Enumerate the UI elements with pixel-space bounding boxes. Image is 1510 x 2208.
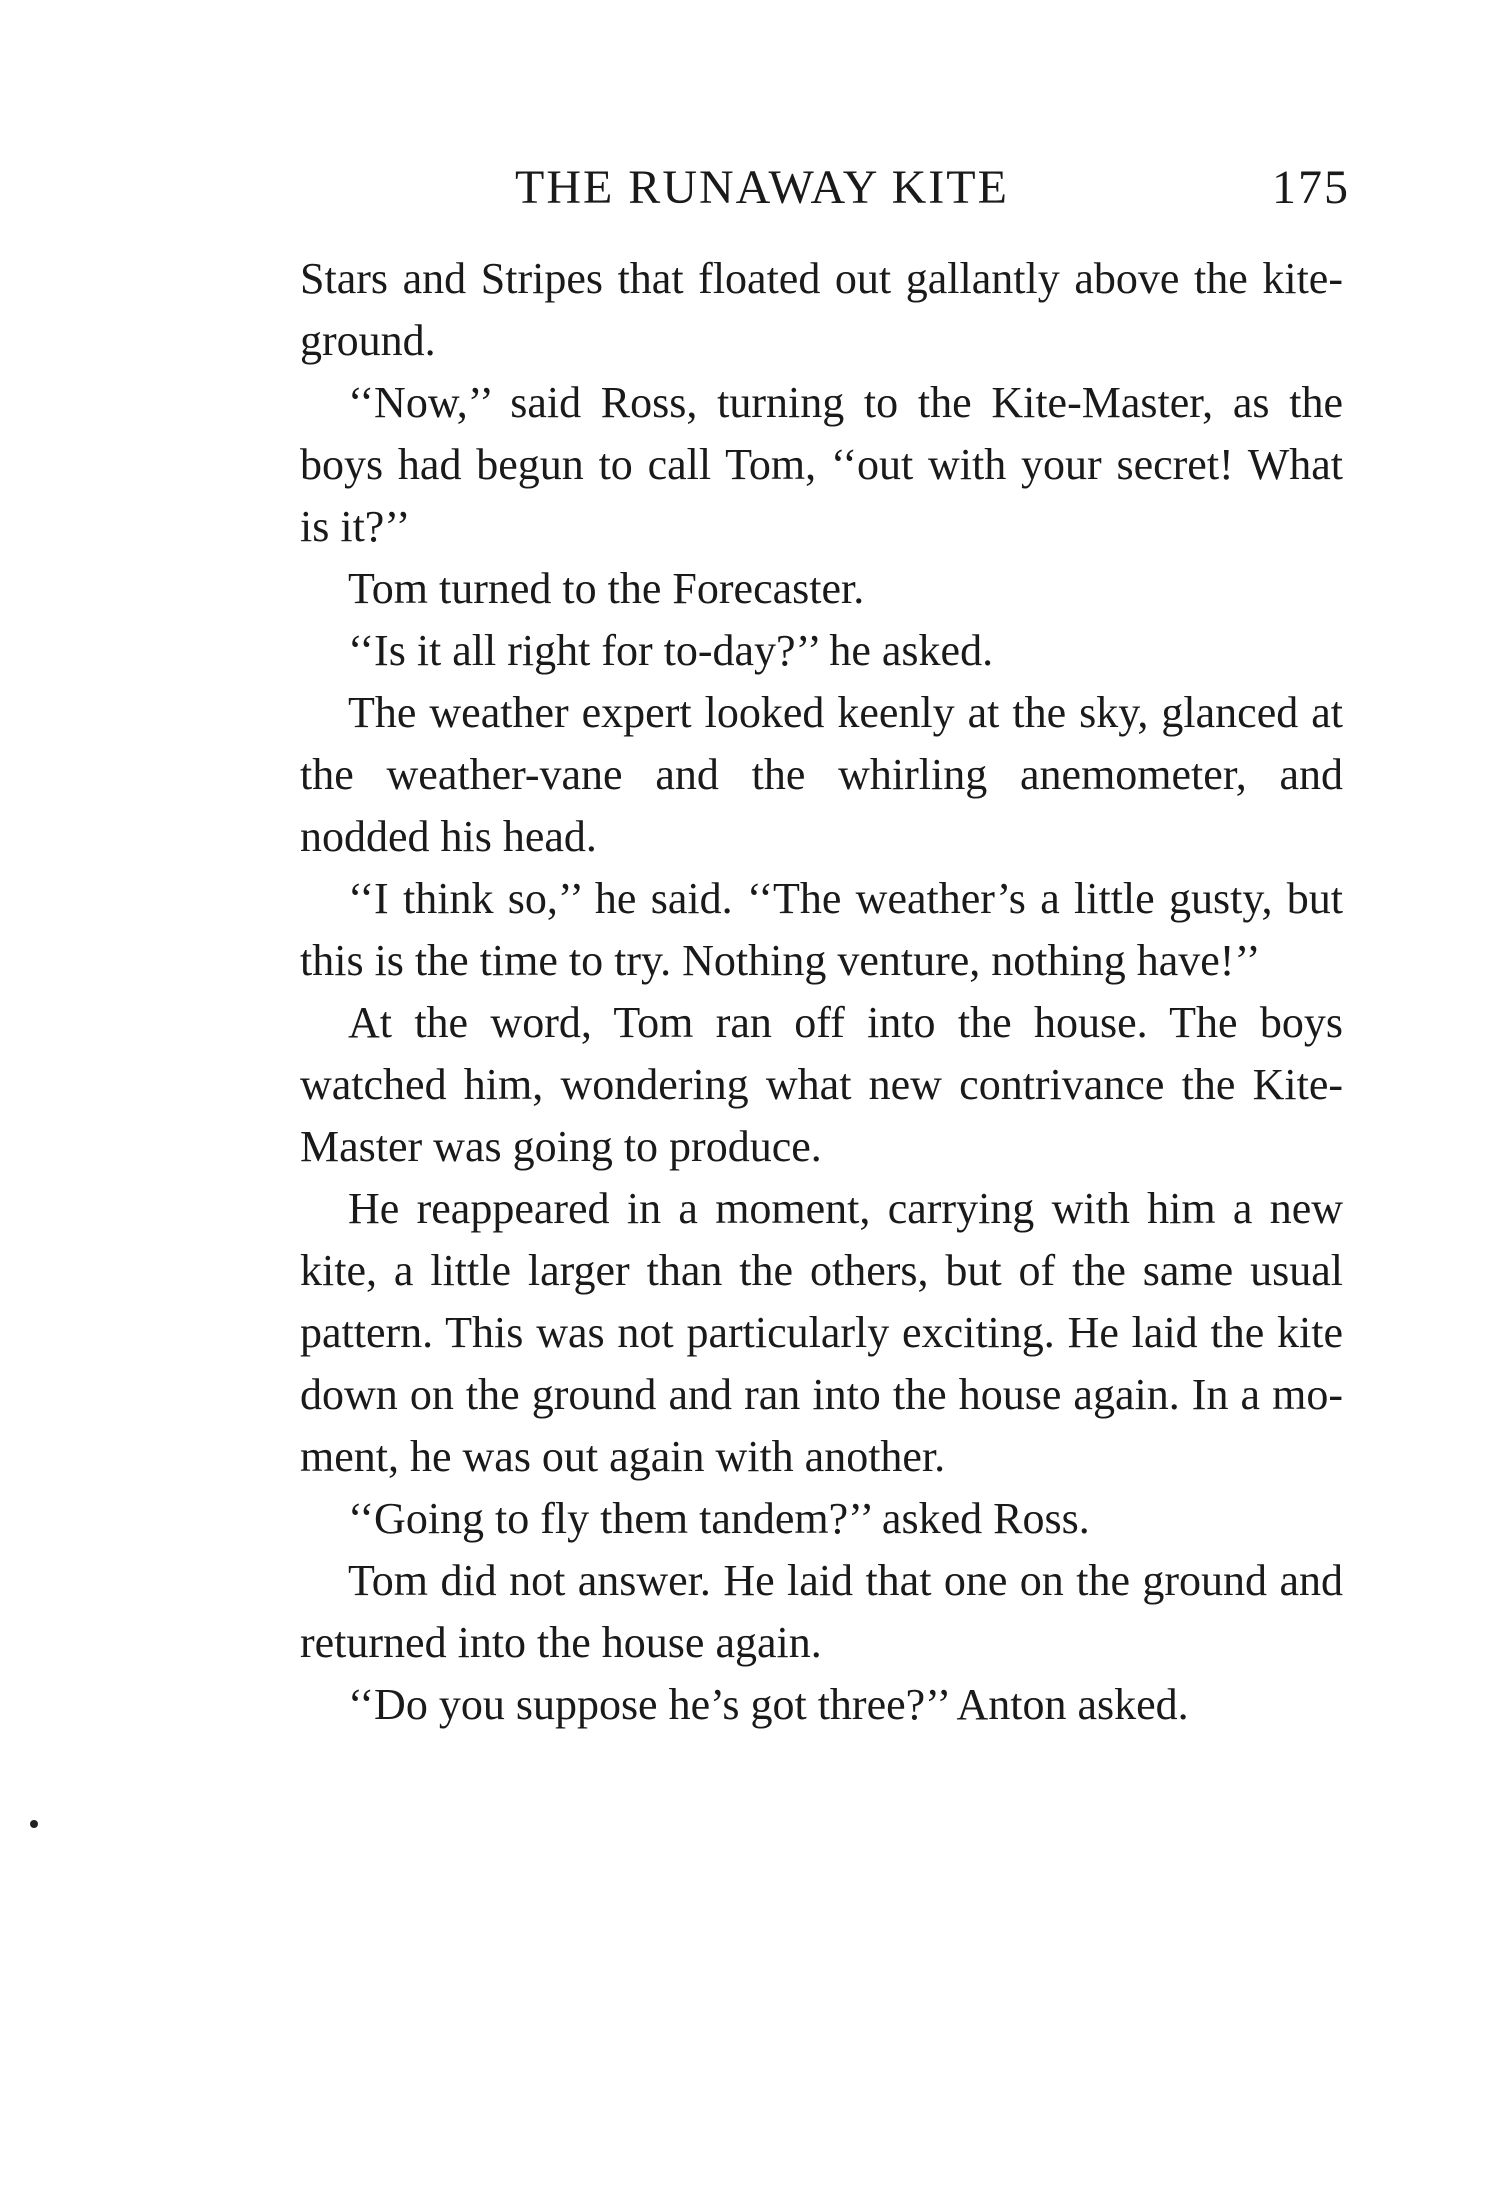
paragraph: Tom did not answer. He laid that one on the ground and returned into the house again. — [300, 1556, 1343, 1667]
paragraph: ‘‘Is it all right for to-day?’’ he asked. — [348, 626, 994, 675]
ink-speck — [30, 1820, 38, 1828]
running-title: THE RUNAWAY KITE — [515, 161, 1009, 214]
paragraph: At the word, Tom ran off into the house. The boys watched him, wondering what new contrivance the Kite-Master was going to produce. — [300, 998, 1343, 1171]
page-number: 175 — [1272, 161, 1350, 214]
paragraph: ‘‘Now,’’ said Ross, turning to the Kite-Master, as the boys had begun to call Tom, ‘‘out with your secret! What is it?’’ — [300, 378, 1343, 551]
body-text — [300, 248, 1343, 1736]
paragraph: Stars and Stripes that floated out gallantly above the kite-ground. — [300, 254, 1343, 365]
paragraph: ‘‘Going to fly them tandem?’’ asked Ross. — [348, 1494, 1090, 1543]
paragraph: ‘‘I think so,’’ he said. ‘‘The weather’s a little gusty, but this is the time to try. Nothing venture, nothing have!’’ — [300, 874, 1343, 985]
paragraph: The weather expert looked keenly at the sky, glanced at the weather-vane and the whirling anemometer, and nodded his head. — [300, 688, 1343, 861]
paragraph: Tom turned to the Forecaster. — [348, 564, 865, 613]
running-head — [300, 160, 1350, 220]
paragraph: He reappeared in a moment, carrying with him a new kite, a little larger than the others, but of the same usual pattern. This was not particularly exciting. He laid the kite down on the ground and ran into the house again. In a moment, he was out again with another. — [300, 1184, 1343, 1481]
paragraph: ‘‘Do you suppose he’s got three?’’ Anton asked. — [348, 1680, 1189, 1729]
